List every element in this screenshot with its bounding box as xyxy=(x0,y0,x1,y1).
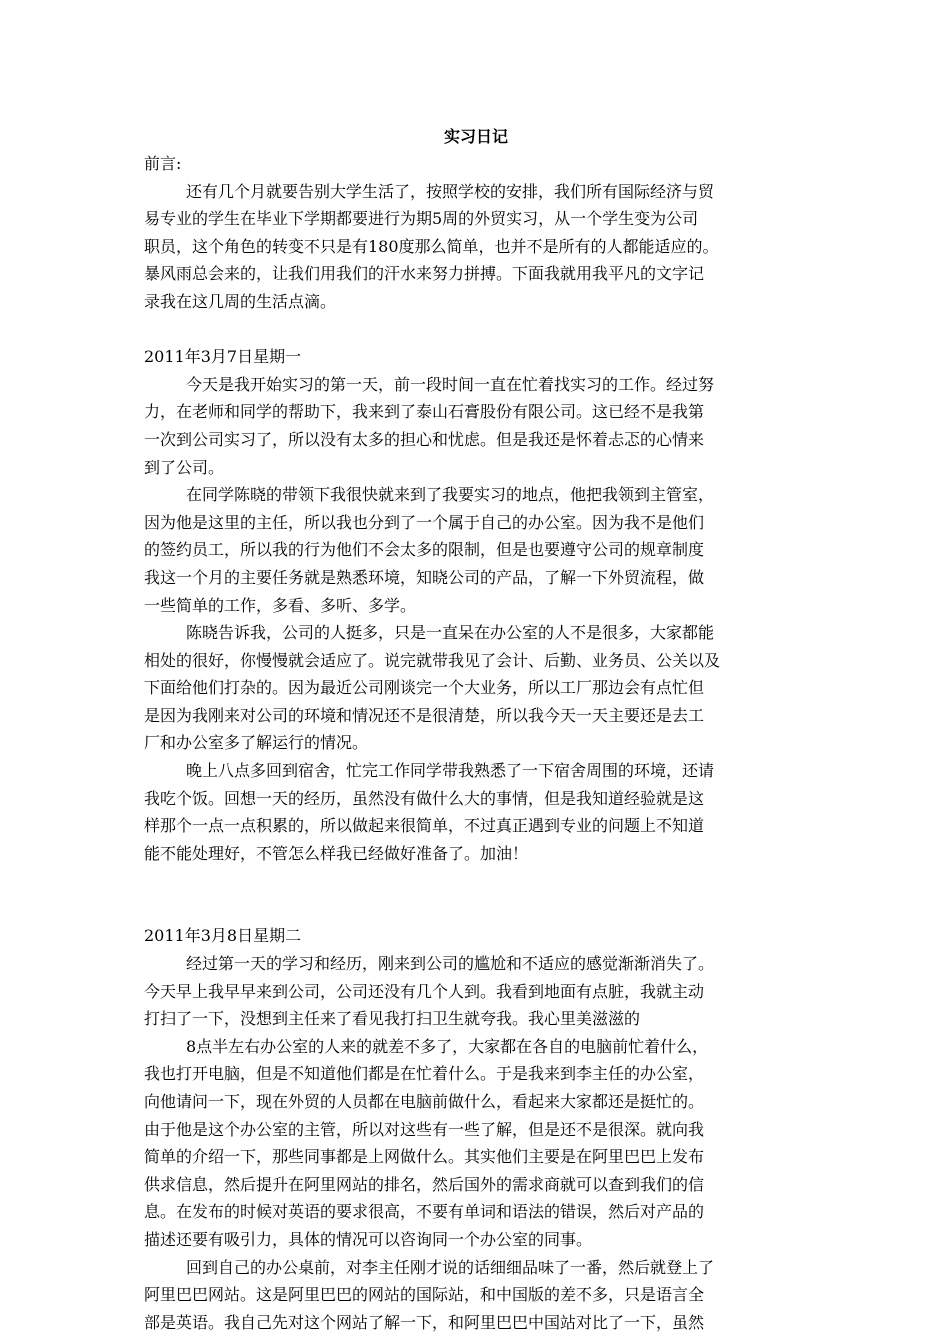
text-line: 今天早上我早早来到公司，公司还没有几个人到。我看到地面有点脏，我就主动 xyxy=(144,981,705,1001)
text-line: 息。在发布的时候对英语的要求很高，不要有单词和语法的错误，然后对产品的 xyxy=(144,1202,705,1222)
text-line: 样那个一点一点积累的，所以做起来很简单，不过真正遇到专业的问题上不知道 xyxy=(144,816,705,836)
paragraph xyxy=(144,1033,808,1254)
text-line: 打扫了一下，没想到主任来了看见我打扫卫生就夸我。我心里美滋滋的 xyxy=(144,1009,641,1029)
text-line: 今天是我开始实习的第一天，前一段时间一直在忙着找实习的工作。经过努 xyxy=(186,374,715,394)
entry-date: 2011年3月8日星期二 xyxy=(144,926,302,946)
text-line: 厂和办公室多了解运行的情况。 xyxy=(144,733,369,753)
text-line: 我也打开电脑，但是不知道他们都是在忙着什么。于是我来到李主任的办公室， xyxy=(144,1064,705,1084)
spacer xyxy=(144,316,808,344)
text-line: 我吃个饭。回想一天的经历，虽然没有做什么大的事情，但是我知道经验就是这 xyxy=(144,788,705,808)
paragraph xyxy=(144,481,808,619)
text-line: 部是英语。我自己先对这个网站了解一下，和阿里巴巴中国站对比了一下，虽然 xyxy=(144,1312,705,1332)
text-line: 由于他是这个办公室的主管，所以对这些有一些了解，但是还不是很深。就向我 xyxy=(144,1119,705,1139)
text-line: 描述还要有吸引力，具体的情况可以咨询同一个办公室的同事。 xyxy=(144,1229,593,1249)
text-line: 暴风雨总会来的，让我们用我们的汗水来努力拼搏。下面我就用我平凡的文字记 xyxy=(144,264,705,284)
text-line: 简单的介绍一下，那些同事都是上网做什么。其实他们主要是在阿里巴巴上发布 xyxy=(144,1147,705,1167)
text-line: 8点半左右办公室的人来的就差不多了，大家都在各自的电脑前忙着什么， xyxy=(186,1036,709,1056)
text-line: 陈晓告诉我，公司的人挺多，只是一直呆在办公室的人不是很多，大家都能 xyxy=(186,623,715,643)
paragraph xyxy=(144,1254,808,1337)
spacer xyxy=(144,867,808,922)
text-line: 职员，这个角色的转变不只是有180度那么简单，也并不是所有的人都能适应的。 xyxy=(144,236,719,256)
paragraph xyxy=(144,619,808,757)
diary-entry-day2 xyxy=(144,922,808,1336)
text-line: 向他请问一下，现在外贸的人员都在电脑前做什么，看起来大家都还是挺忙的。 xyxy=(144,1092,705,1111)
text-line: 能不能处理好，不管怎么样我已经做好准备了。加油！ xyxy=(144,843,529,863)
diary-entry-day1 xyxy=(144,343,808,867)
document-page xyxy=(144,124,808,1336)
text-line: 到了公司。 xyxy=(144,457,225,477)
text-line: 一次到公司实习了，所以没有太多的担心和忧虑。但是我还是怀着忐忑的心情来 xyxy=(144,429,705,449)
text-line: 因为他是这里的主任，所以我也分到了一个属于自己的办公室。因为我不是他们 xyxy=(144,512,705,532)
text-line: 供求信息，然后提升在阿里网站的排名，然后国外的需求商就可以查到我们的信 xyxy=(144,1174,705,1194)
preface-paragraph xyxy=(144,178,808,316)
paragraph xyxy=(144,371,808,481)
text-line: 相处的很好，你慢慢就会适应了。说完就带我见了会计、后勤、业务员、公关以及 xyxy=(144,650,721,670)
text-line: 在同学陈晓的带领下我很快就来到了我要实习的地点，他把我领到主管室， xyxy=(186,485,715,505)
paragraph xyxy=(144,950,808,1033)
text-line: 力，在老师和同学的帮助下，我来到了泰山石膏股份有限公司。这已经不是我第 xyxy=(144,402,705,422)
preface-label: 前言: xyxy=(144,154,182,173)
text-line: 晚上八点多回到宿舍，忙完工作同学带我熟悉了一下宿舍周围的环境，还请 xyxy=(186,761,715,781)
text-line: 的签约员工，所以我的行为他们不会太多的限制，但是也要遵守公司的规章制度 xyxy=(144,540,705,560)
text-line: 经过第一天的学习和经历，刚来到公司的尴尬和不适应的感觉渐渐消失了。 xyxy=(186,954,715,974)
text-line: 回到自己的办公桌前，对李主任刚才说的话细细品味了一番，然后就登上了 xyxy=(186,1257,715,1277)
entry-date: 2011年3月7日星期一 xyxy=(144,347,302,367)
text-line: 录我在这几周的生活点滴。 xyxy=(144,291,337,311)
document-title: 实习日记 xyxy=(443,127,508,146)
text-line: 还有几个月就要告别大学生活了，按照学校的安排，我们所有国际经济与贸 xyxy=(186,181,715,201)
text-line: 我这一个月的主要任务就是熟悉环境，知晓公司的产品，了解一下外贸流程，做 xyxy=(144,567,705,587)
text-line: 是因为我刚来对公司的环境和情况还不是很清楚，所以我今天一天主要还是去工 xyxy=(144,705,705,725)
text-line: 易专业的学生在毕业下学期都要进行为期5周的外贸实习，从一个学生变为公司 xyxy=(144,209,699,229)
text-line: 一些简单的工作，多看、多听、多学。 xyxy=(144,595,417,615)
paragraph xyxy=(144,757,808,867)
text-line: 下面给他们打杂的。因为最近公司刚谈完一个大业务，所以工厂那边会有点忙但 xyxy=(144,678,705,698)
text-line: 阿里巴巴网站。这是阿里巴巴的网站的国际站，和中国版的差不多，只是语言全 xyxy=(144,1285,705,1305)
